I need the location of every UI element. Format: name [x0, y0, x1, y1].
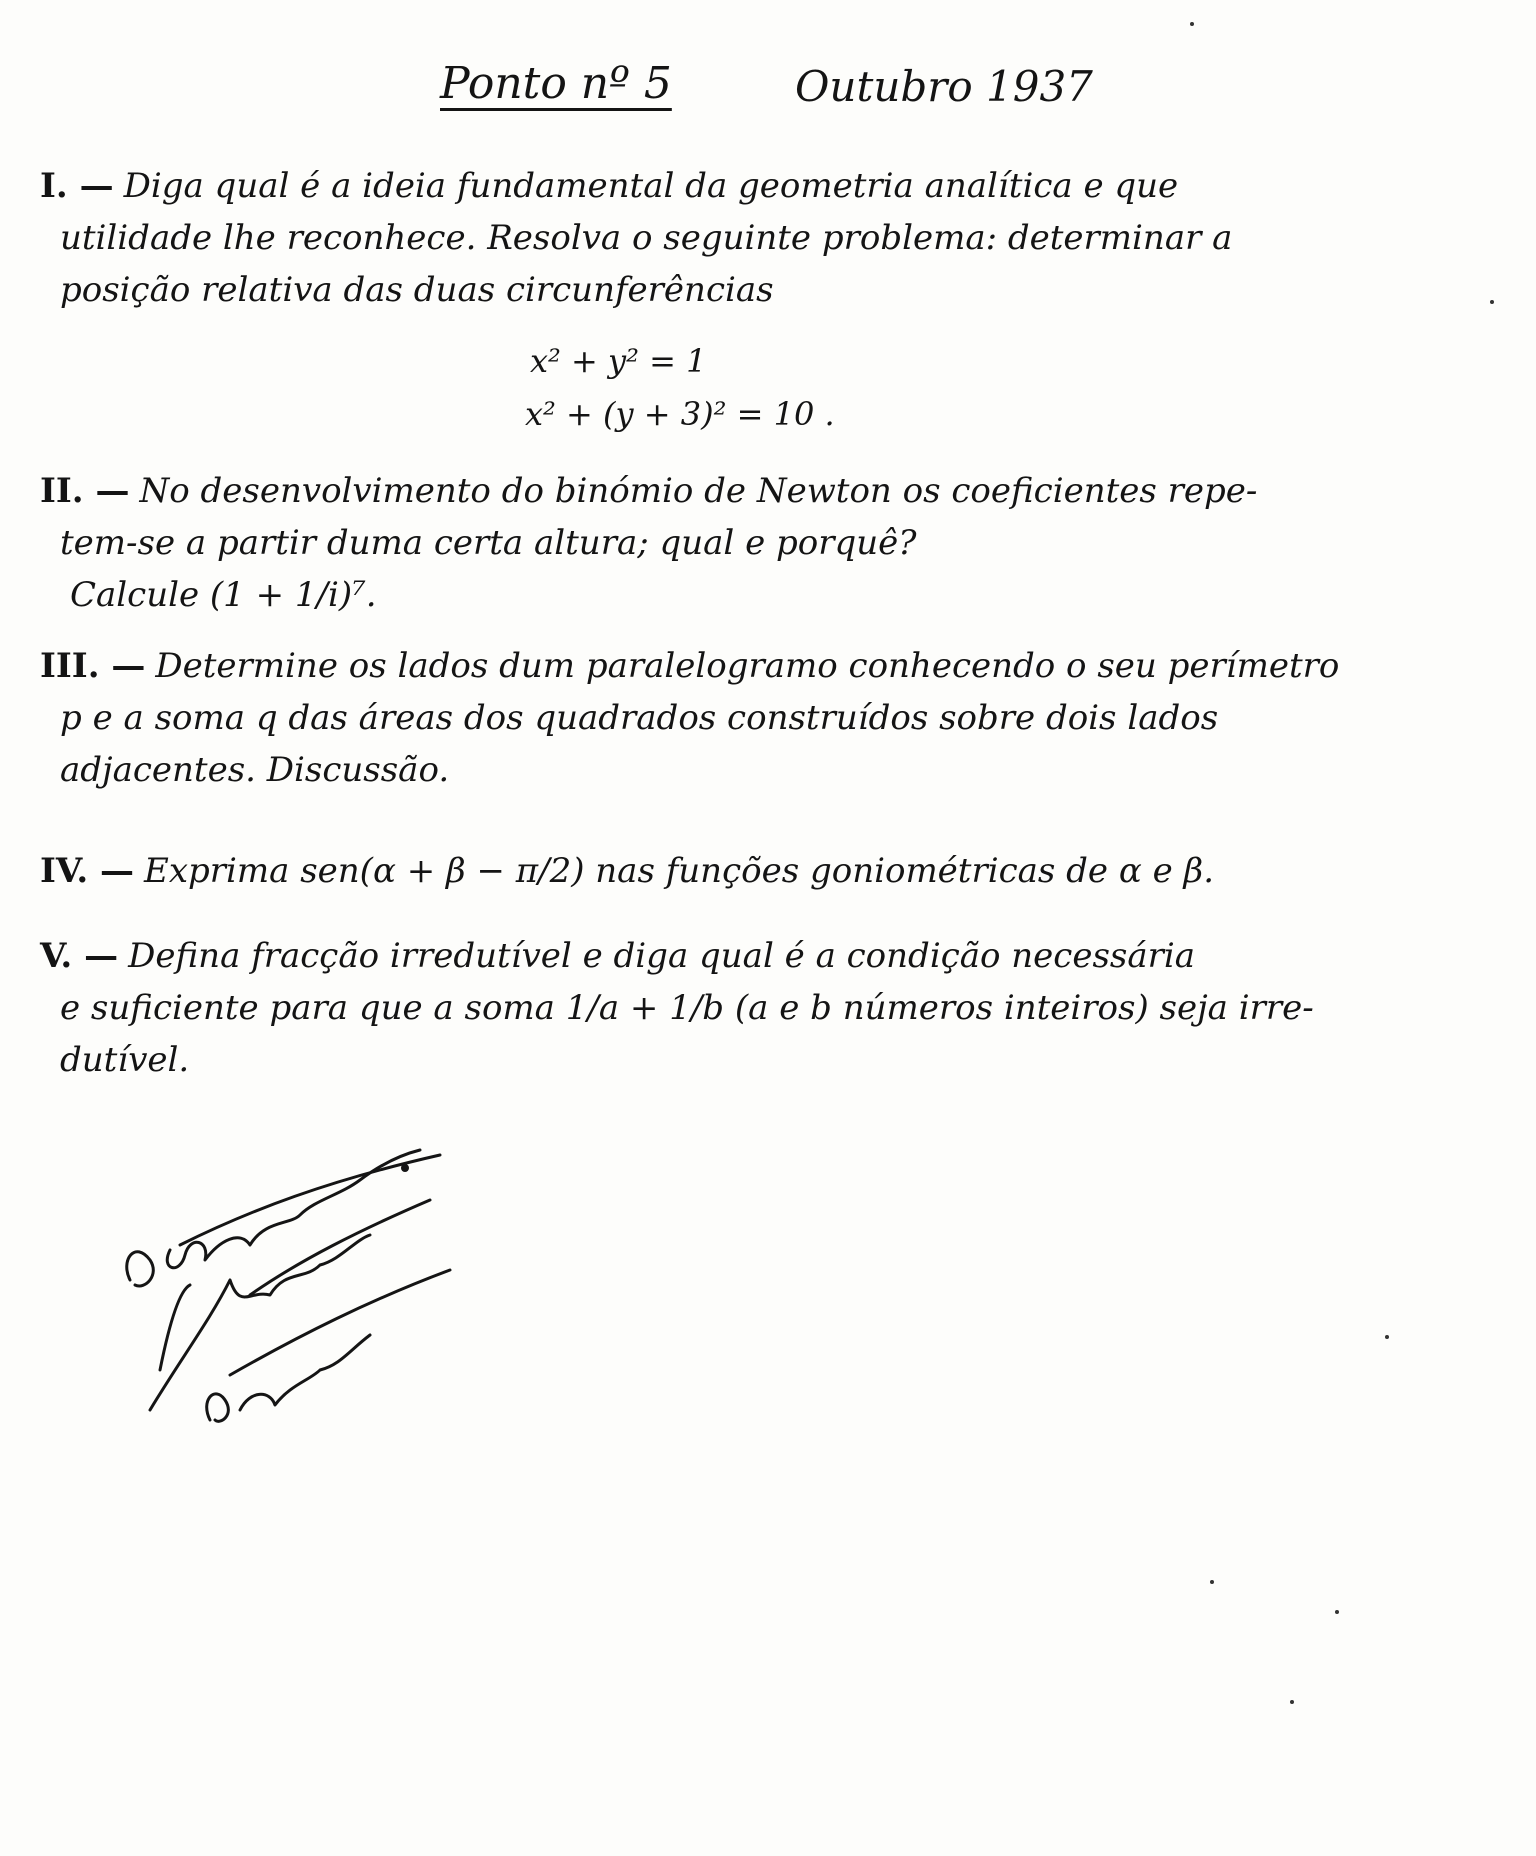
- question-line: Diga qual é a ideia fundamental da geometria analítica e que: [123, 166, 1179, 206]
- header: [0, 48, 1536, 128]
- signatures-image: [100, 1120, 480, 1450]
- question-line: tem-se a partir duma certa altura; qual e porquê?: [60, 523, 917, 563]
- speck: [1190, 22, 1194, 26]
- question-line: Defina fracção irredutível e diga qual é a condição necessária: [128, 936, 1196, 976]
- question-line: e suficiente para que a soma 1/a + 1/b (a e b números inteiros) seja irre-: [60, 988, 1314, 1028]
- equation: x² + (y + 3)² = 10 .: [525, 395, 835, 433]
- question-line: No desenvolvimento do binómio de Newton os coeficientes repe-: [139, 471, 1258, 511]
- date: Outubro 1937: [795, 62, 1093, 111]
- question-line: adjacentes. Discussão.: [60, 750, 450, 790]
- question-5: [40, 930, 1500, 1086]
- speck: [1385, 1335, 1389, 1339]
- question-line: dutível.: [60, 1040, 190, 1080]
- question-line: p e a soma q das áreas dos quadrados construídos sobre dois lados: [60, 698, 1219, 738]
- speck: [1290, 1700, 1294, 1704]
- question-number: III. —: [40, 646, 146, 686]
- speck: [1490, 300, 1494, 304]
- question-line: utilidade lhe reconhece. Resolva o seguinte problema: determinar a: [60, 218, 1233, 258]
- question-1: [40, 160, 1500, 316]
- speck: [1210, 1580, 1214, 1584]
- question-4: [40, 845, 1500, 897]
- question-number: II. —: [40, 471, 130, 511]
- question-3: [40, 640, 1500, 796]
- page-title: Ponto nº 5: [440, 58, 672, 109]
- question-number: I. —: [40, 166, 114, 206]
- question-2: [40, 465, 1500, 621]
- equation: x² + y² = 1: [530, 342, 707, 380]
- question-number: V. —: [40, 936, 119, 976]
- speck: [1335, 1610, 1339, 1614]
- question-number: IV. —: [40, 851, 135, 891]
- question-line: Determine os lados dum paralelogramo conhecendo o seu perímetro: [155, 646, 1340, 686]
- question-line: Exprima sen(α + β − π/2) nas funções goniométricas de α e β.: [144, 851, 1215, 891]
- question-line: Calcule (1 + 1/i)⁷.: [70, 575, 377, 615]
- question-line: posição relativa das duas circunferências: [60, 270, 774, 310]
